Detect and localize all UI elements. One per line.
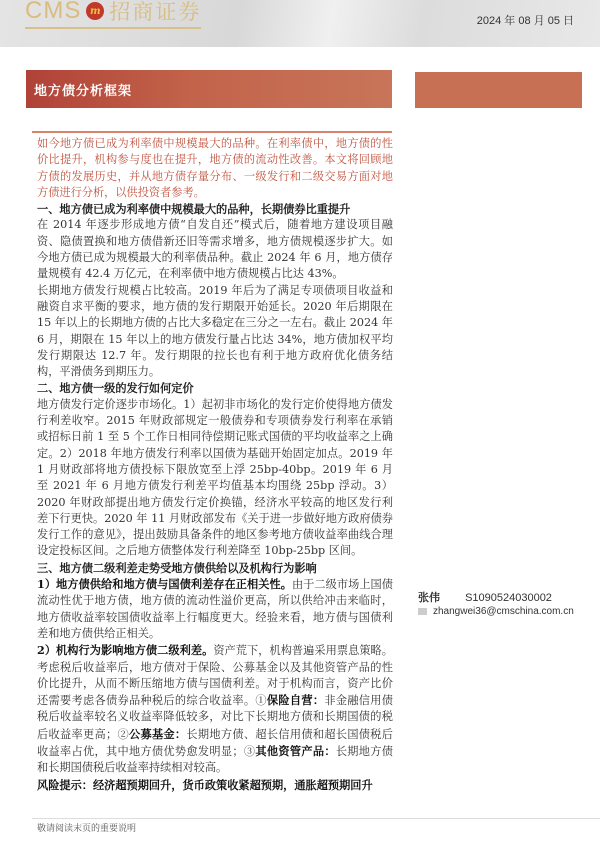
logo-en: CMS [25, 0, 82, 24]
risk-warning [37, 777, 393, 794]
risk-text: 经济超预期回升，货币政策收紧超预期，通胀超预期回升 [92, 777, 373, 792]
section-3-heading: 三、地方债二级利差走势受地方债供给以及机构行为影响 [37, 560, 317, 575]
section-2-paragraph: 地方债发行定价逐步市场化。1）起初非市场化的发行定价使得地方债发行利差收窄。2015 年财政部规定一般债券和专项债券发行利率在承销或招标日前 1 至 5 个工作日相同待偿期记账式国债的平均收益率之上确定。2）2018 年地方债发行利率以国债为基础开始固定加点。2019 年 1 月财政部将地方债投标下限放宽至上浮 25bp-40bp。2019 年 6 月至 2021 年 6 月地方债发行利差平均值基本均围绕 25bp 浮动。3）2020 年财政部提出地方债发行定价换锚，经济水平较高的地区发行利差下行更快。2020 年 11 月财政部发布《关于进一步做好地方政府债券发行工作的意见》，提出鼓励具备条件的地区参考地方债收益率曲线合理设定投标区间。之后地方债整体发行利差降至 10bp-25bp 区间。 [37, 397, 393, 558]
report-body [37, 136, 393, 794]
section-1-paragraph-1: 在 2014 年逐步形成地方债“自发自还”模式后，随着地方建设项目融资、隐债置换和地方债借新还旧等需求增多，地方债规模逐步扩大。如今地方债已成为规模最大的利率债品种。截止 2024 年 6 月，地方债存量规模有 42.4 万亿元，在利率债中地方债规模占比达 43%。 [37, 218, 393, 281]
section-1-heading: 一、地方债已成为利率债中规模最大的品种，长期债券比重提升 [37, 202, 351, 217]
point-1-bold: 1）地方债供给和地方债与国债利差存在正相关性。 [37, 577, 292, 592]
insurance-text: 非金融信用债税后收益率较名义收益率降低较多，对比下长期地方债和长期国债的税后收益率更高；② [37, 694, 393, 741]
divider [32, 131, 392, 133]
author-cert: S1090524030002 [465, 592, 552, 604]
email-icon [418, 608, 427, 615]
section-3-paragraph-1 [37, 576, 393, 642]
footer-divider [32, 818, 600, 819]
fund-text: 长期地方债、超长信用债和超长国债税后收益率占优，其中地方债优势愈发明显；③ [37, 727, 393, 758]
author-name: 张伟 [418, 591, 440, 604]
point-2-bold: 2）机构行为影响地方债二级利差。 [37, 643, 214, 658]
summary-intro: 如今地方债已成为利率债中规模最大的品种。在利率债中，地方债的性价比提升，机构参与度也在提升，地方债的流动性改善。本文将回顾地方债的发展历史，并从地方债存量分布、一级发行和二级交易方面对地方债进行分析，以供投资者参考。 [37, 137, 393, 199]
insurance-label: 保险自营： [266, 693, 325, 708]
section-2-heading: 二、地方债一级的发行如何定价 [37, 381, 194, 396]
risk-label: 风险提示： [37, 777, 93, 792]
fund-label: 公募基金： [128, 726, 187, 741]
section-3-paragraph-2 [37, 642, 393, 776]
section-1-paragraph-2: 长期地方债发行规模占比较高。2019 年后为了满足专项债项目收益和融资自求平衡的要求，地方债的发行期限开始延长。2020 年后期限在 15 年以上的长期地方债的占比大多稳定在三分之一左右。截止 2024 年 6 月，期限在 15 年以上的地方债发行量占比达 34%，地方债加权平均发行期限达 12.7 年。发行期限的拉长也有利于地方政府优化债务结构，平滑债务到期压力。 [37, 283, 393, 379]
footer-note: 敬请阅读末页的重要说明 [37, 823, 137, 834]
other-am-label: 其他资管产品： [255, 743, 336, 758]
point-2-text: 资产荒下，机构普遍采用票息策略。考虑税后收益率后，地方债对于保险、公募基金以及其他资管产品的性价比提升，从而不断压缩地方债与国债利差。对于机构而言，资产比价还需要考虑各债券品种税后的综合收益率。① [37, 644, 393, 708]
other-am-text: 长期地方债和长期国债税后收益率持续相对较高。 [37, 744, 393, 775]
point-1-text: 由于二级市场上国债流动性优于地方债，地方债的流动性溢价更高，所以供给冲击来临时，地方债收益率较国债收益率上行幅度更大。经验来看，地方债与国债利差和地方债供给正相关。 [37, 578, 393, 640]
author-info [418, 589, 552, 605]
logo-mark-icon: m [86, 2, 104, 20]
report-date: 2024 年 08 月 05 日 [476, 15, 574, 27]
logo-cn: 招商证券 [109, 0, 202, 24]
report-title: 地方债分析框架 [26, 70, 392, 108]
author-email[interactable]: zhangwei36@cmschina.com.cn [433, 606, 574, 617]
author-email-row [418, 606, 574, 617]
